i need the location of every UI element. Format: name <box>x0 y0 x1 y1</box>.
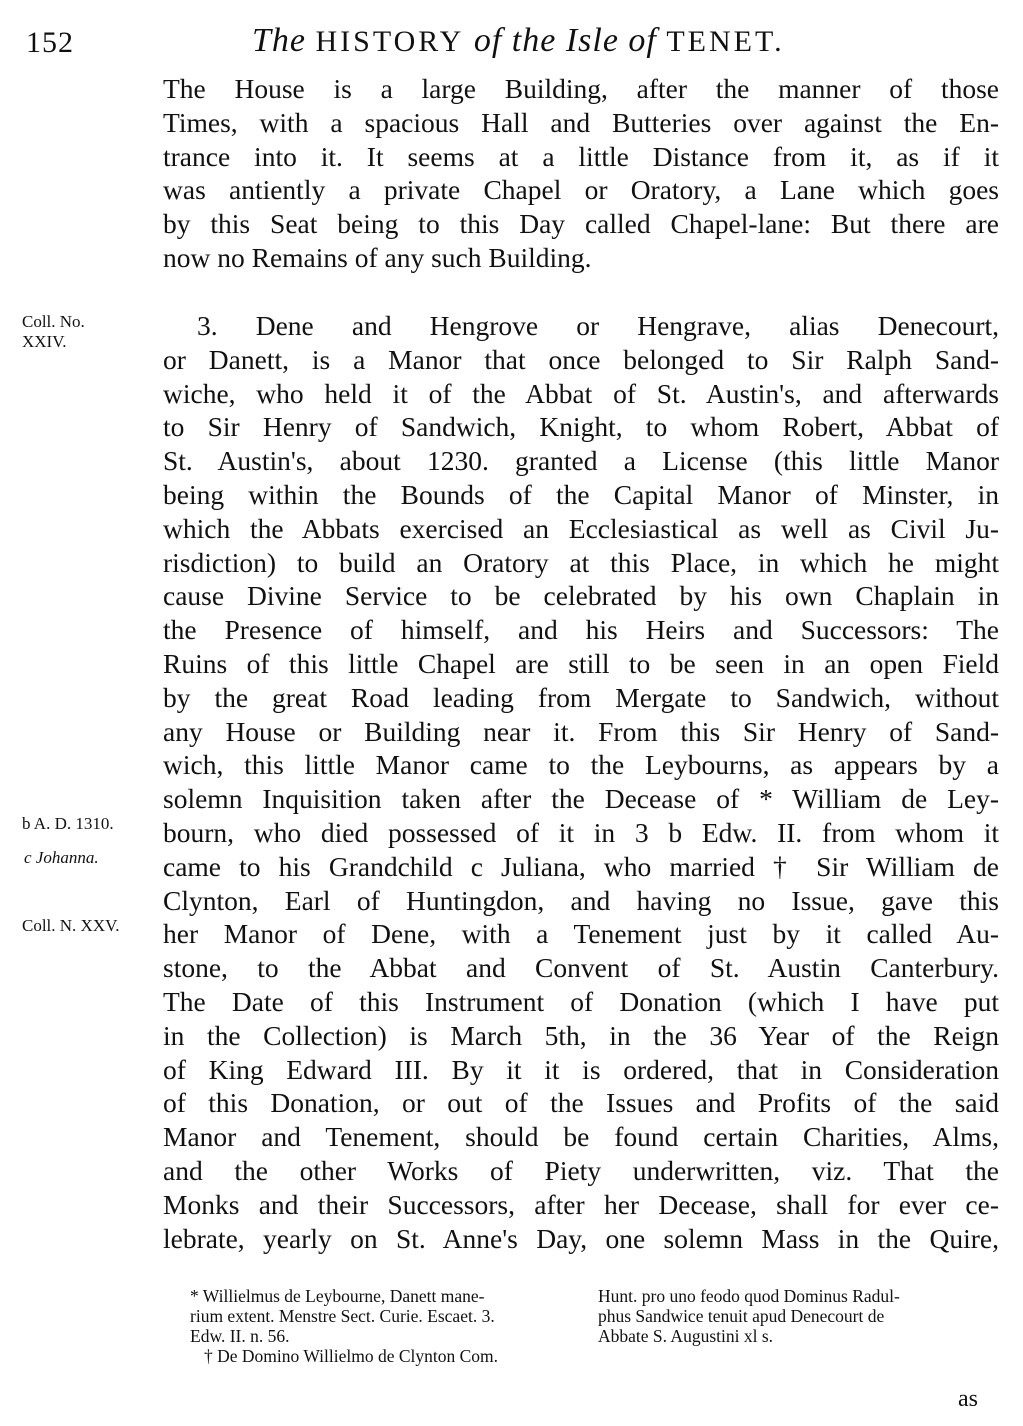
text-line: Times, with a spacious Hall and Butteries over against the En- <box>163 106 999 138</box>
text-line: being within the Bounds of the Capital Manor of Minster, in <box>163 478 999 510</box>
text-line: The Date of this Instrument of Donation (which I have put <box>163 985 999 1017</box>
text-line: risdiction) to build an Oratory at this Place, in which he might <box>163 546 999 578</box>
text-line: the Presence of himself, and his Heirs and Successors: The <box>163 614 999 646</box>
paragraph-dene-manor <box>163 309 999 1255</box>
title-word: of <box>628 22 657 59</box>
margin-note-line: Coll. No. <box>22 312 85 331</box>
text-line: came to his Grandchild c Juliana, who married † Sir William de <box>163 850 999 882</box>
text-line: 3. Dene and Hengrove or Hengrave, alias Denecourt, <box>197 310 999 341</box>
text-line: by this Seat being to this Day called Chapel-lane: But there are <box>163 208 999 240</box>
title-word: of <box>473 22 503 59</box>
margin-note-coll-xxv: Coll. N. XXV. <box>22 916 120 935</box>
text-line: stone, to the Abbat and Convent of St. Austin Canterbury. <box>163 952 999 984</box>
footnote-line: rium extent. Menstre Sect. Curie. Escaet. 3. <box>190 1306 495 1326</box>
text-line: now no Remains of any such Building. <box>163 241 592 273</box>
footnote-line: † De Domino Willielmo de Clynton Com. <box>204 1346 499 1366</box>
margin-note-coll-xxiv <box>22 312 85 352</box>
footnote-line: phus Sandwice tenuit apud Denecourt de <box>598 1306 885 1326</box>
title-word: TENET. <box>666 25 785 58</box>
text-line: of this Donation, or out of the Issues and Profits of the said <box>163 1087 999 1119</box>
text-line: bourn, who died possessed of it in 3 b Edw. II. from whom it <box>163 816 999 848</box>
text-line: Monks and their Successors, after her Decease, shall for ever ce- <box>163 1188 999 1220</box>
title-word: The <box>252 22 306 59</box>
title-word: HISTORY <box>315 25 465 58</box>
footnote-right <box>598 1286 900 1346</box>
text-line: her Manor of Dene, with a Tenement just by it called Au- <box>163 918 999 950</box>
text-line: in the Collection) is March 5th, in the 36 Year of the Reign <box>163 1019 999 1051</box>
title-word: the <box>511 22 557 59</box>
margin-note-johanna: c Johanna. <box>24 848 99 867</box>
text-line: Clynton, Earl of Huntingdon, and having no Issue, gave this <box>163 884 999 916</box>
running-title <box>252 22 785 60</box>
page-number: 152 <box>26 26 74 59</box>
text-line: wich, this little Manor came to the Leybourns, as appears by a <box>163 749 999 781</box>
footnote-line: Hunt. pro uno feodo quod Dominus Radul- <box>598 1286 900 1306</box>
text-line: trance into it. It seems at a little Distance from it, as if it <box>163 140 999 172</box>
text-line: and the other Works of Piety underwritten, viz. That the <box>163 1154 999 1186</box>
paragraph-house <box>163 72 999 275</box>
text-line: solemn Inquisition taken after the Decease of * William de Ley- <box>163 783 999 815</box>
footnote-line: Edw. II. n. 56. <box>190 1326 290 1346</box>
catchword: as <box>958 1386 978 1412</box>
margin-note-line: XXIV. <box>22 332 67 351</box>
text-line: Ruins of this little Chapel are still to be seen in an open Field <box>163 647 999 679</box>
text-line: by the great Road leading from Mergate to Sandwich, without <box>163 681 999 713</box>
text-line: to Sir Henry of Sandwich, Knight, to whom Robert, Abbat of <box>163 411 999 443</box>
text-line: was antiently a private Chapel or Oratory, a Lane which goes <box>163 174 999 206</box>
text-line: or Danett, is a Manor that once belonged to Sir Ralph Sand- <box>163 343 999 375</box>
text-line: St. Austin's, about 1230. granted a License (this little Manor <box>163 445 999 477</box>
text-line: Manor and Tenement, should be found certain Charities, Alms, <box>163 1121 999 1153</box>
text-line: wiche, who held it of the Abbat of St. Austin's, and afterwards <box>163 377 999 409</box>
text-line: any House or Building near it. From this Sir Henry of Sand- <box>163 715 999 747</box>
footnote-line: Abbate S. Augustini xl s. <box>598 1326 774 1346</box>
margin-note-ad-1310: b A. D. 1310. <box>22 814 114 833</box>
text-line: The House is a large Building, after the manner of those <box>163 73 999 104</box>
text-line: lebrate, yearly on St. Anne's Day, one solemn Mass in the Quire, <box>163 1222 999 1254</box>
footnote-left <box>190 1286 498 1366</box>
text-line: cause Divine Service to be celebrated by his own Chaplain in <box>163 580 999 612</box>
title-word: Isle <box>565 22 619 59</box>
footnote-line: * Willielmus de Leybourne, Danett mane- <box>190 1286 485 1306</box>
text-line: of King Edward III. By it it is ordered, that in Consideration <box>163 1053 999 1085</box>
text-line: which the Abbats exercised an Ecclesiastical as well as Civil Ju- <box>163 512 999 544</box>
